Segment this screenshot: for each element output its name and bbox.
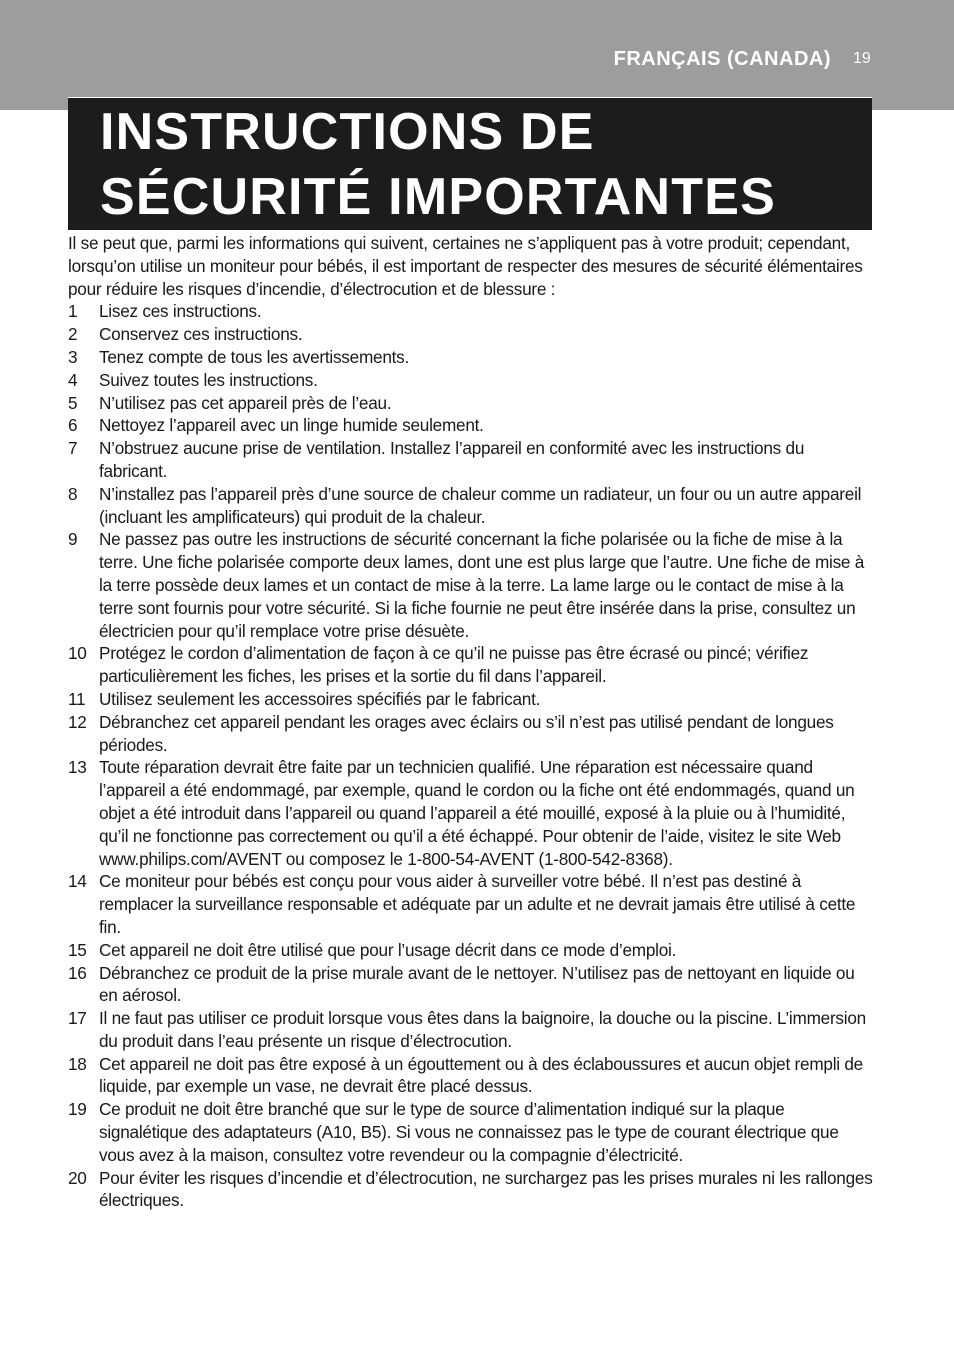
- list-item-number: 15: [68, 939, 87, 960]
- list-item-text: Ce moniteur pour bébés est conçu pour vous aider à surveiller votre bébé. Il n’est pas destiné à remplacer la surveillance responsable et adéquate par un adulte et ne devrait jamais être utilisé à cette fin.: [99, 871, 856, 937]
- list-item-text: Nettoyez l’appareil avec un linge humide seulement.: [99, 415, 484, 436]
- list-item-text: Protégez le cordon d’alimentation de façon à ce qu’il ne puisse pas être écrasé ou pincé; vérifiez particulièrement les fiches, les prises et la sortie du fil dans l’appareil.: [99, 643, 809, 687]
- list-item-number: 19: [68, 1099, 87, 1120]
- list-item: [68, 870, 874, 938]
- list-item: [68, 756, 874, 870]
- list-item-number: 20: [68, 1167, 87, 1188]
- list-item-number: 11: [68, 688, 86, 709]
- list-item-number: 13: [68, 757, 87, 778]
- list-item-text: Il ne faut pas utiliser ce produit lorsque vous êtes dans la baignoire, la douche ou la piscine. L’immersion du produit dans l’eau présente un risque d’électrocution.: [99, 1008, 866, 1051]
- list-item: [68, 1007, 874, 1053]
- list-item-text: Cet appareil ne doit être utilisé que pour l’usage décrit dans ce mode d’emploi.: [99, 939, 677, 960]
- list-item-number: 4: [68, 369, 78, 390]
- list-item: [68, 346, 874, 369]
- list-item-number: 6: [68, 415, 78, 436]
- list-item-text: Suivez toutes les instructions.: [99, 369, 318, 390]
- page-header-band: [0, 0, 954, 110]
- list-item-text: Utilisez seulement les accessoires spécifiés par le fabricant.: [99, 688, 541, 709]
- list-item: [68, 1053, 874, 1099]
- list-item-number: 14: [68, 871, 87, 892]
- list-item: [68, 688, 874, 711]
- page-title-line-1: INSTRUCTIONS DE: [100, 103, 595, 161]
- list-item: [68, 323, 874, 346]
- list-item-number: 8: [68, 483, 78, 504]
- list-item-number: 12: [68, 711, 87, 732]
- list-item-text: Lisez ces instructions.: [99, 301, 262, 322]
- intro-paragraph: Il se peut que, parmi les informations qui suivent, certaines ne s’appliquent pas à votre produit; cependant, lorsqu’on utilise un moniteur pour bébés, il est important de respecter des mesures de sécurité élémentaires pour réduire les risques d’incendie, d’électrocution et de blessure :: [68, 233, 863, 299]
- language-label: FRANÇAIS (CANADA): [613, 48, 831, 70]
- list-item-number: 2: [68, 324, 78, 345]
- list-item: [68, 483, 874, 529]
- list-item: [68, 414, 874, 437]
- list-item: [68, 1098, 874, 1166]
- list-item-text: Ce produit ne doit être branché que sur le type de source d’alimentation indiqué sur la plaque signalétique des adaptateurs (A10, B5). Si vous ne connaissez pas le type de courant électrique que vous avez à la maison, consultez votre revendeur ou la compagnie d’électricité.: [99, 1099, 839, 1165]
- list-item-number: 5: [68, 392, 78, 413]
- list-item-number: 7: [68, 438, 78, 459]
- list-item: [68, 642, 874, 688]
- list-item-text: Ne passez pas outre les instructions de sécurité concernant la fiche polarisée ou la fiche de mise à la terre. Une fiche polarisée comporte deux lames, dont une est plus large que l’autre. Une fiche de mise à la terre possède deux lames et un contact de mise à la terre. La lame large ou le contact de mise à la terre sont fournis pour votre sécurité. Si la fiche fournie ne peut être insérée dans la prise, consultez un électricien pour qu’il remplace votre prise désuète.: [99, 529, 865, 641]
- list-item-text: Toute réparation devrait être faite par un technicien qualifié. Une réparation est nécessaire quand l’appareil a été endommagé, par exemple, quand le cordon ou la fiche ont été endommagés, quand un objet a été introduit dans l’appareil ou quand l’appareil a été mouillé, exposé à la pluie ou à l’humidité, qu’il ne fonctionne pas correctement ou qu’il a été échappé. Pour obtenir de l’aide, visitez le site Web www.philips.com/AVENT ou composez le 1-800-54-AVENT (1-800-542-8368).: [99, 757, 855, 869]
- list-item-text: N’obstruez aucune prise de ventilation. Installez l’appareil en conformité avec les instructions du fabricant.: [99, 438, 805, 481]
- list-item: [68, 300, 874, 323]
- list-item-text: Débranchez ce produit de la prise murale avant de le nettoyer. N’utilisez pas de nettoyant en liquide ou en aérosol.: [99, 962, 855, 1006]
- document-body: [68, 232, 874, 1212]
- list-item: [68, 1167, 874, 1213]
- title-banner: [68, 97, 872, 230]
- list-item-number: 9: [68, 529, 78, 550]
- list-item-text: N’utilisez pas cet appareil près de l’eau.: [99, 392, 392, 413]
- page-title-line-2: SÉCURITÉ IMPORTANTES: [100, 168, 776, 226]
- list-item-number: 18: [68, 1053, 87, 1074]
- list-item: [68, 962, 874, 1008]
- list-item: [68, 392, 874, 415]
- list-item-text: Débranchez cet appareil pendant les orages avec éclairs ou s’il n’est pas utilisé pendant de longues périodes.: [99, 711, 834, 755]
- list-item: [68, 437, 874, 483]
- list-item-number: 3: [68, 346, 78, 367]
- list-item: [68, 711, 874, 757]
- list-item-number: 16: [68, 962, 87, 983]
- list-item-text: Pour éviter les risques d’incendie et d’électrocution, ne surchargez pas les prises murales ni les rallonges électriques.: [99, 1167, 873, 1211]
- list-item-text: Conservez ces instructions.: [99, 324, 303, 345]
- list-item: [68, 369, 874, 392]
- list-item-text: Tenez compte de tous les avertissements.: [99, 346, 410, 367]
- list-item-text: Cet appareil ne doit pas être exposé à un égouttement ou à des éclaboussures et aucun objet rempli de liquide, par exemple un vase, ne devrait être placé dessus.: [99, 1053, 863, 1097]
- list-item-number: 1: [68, 301, 78, 322]
- list-item: [68, 939, 874, 962]
- page-number: 19: [853, 50, 871, 67]
- list-item-number: 17: [68, 1008, 87, 1029]
- list-item-number: 10: [68, 643, 87, 664]
- safety-instructions-list: [68, 300, 874, 1212]
- list-item-text: N’installez pas l’appareil près d’une source de chaleur comme un radiateur, un four ou un autre appareil (incluant les amplificateurs) qui produit de la chaleur.: [99, 483, 862, 527]
- list-item: [68, 528, 874, 642]
